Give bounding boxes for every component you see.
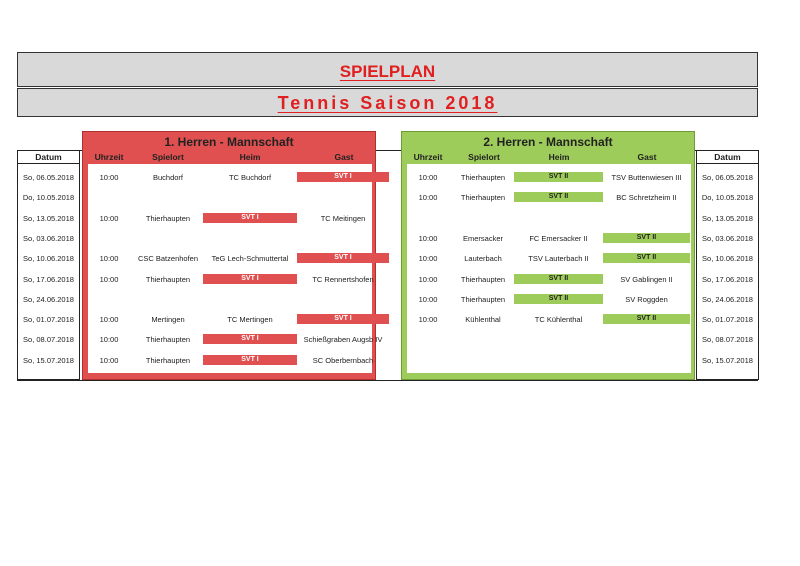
team2-time-cell: 10:00 (418, 274, 438, 284)
team1-gast-cell: TC Meitingen (320, 213, 366, 223)
team1-place-cell: Thierhaupten (145, 213, 191, 223)
date-cell-left: So, 15.07.2018 (23, 355, 74, 365)
team2-time-cell: 10:00 (418, 254, 438, 264)
team1-heim-svt-cell: SVT I (203, 274, 297, 284)
team2-place-cell: Thierhaupten (460, 274, 506, 284)
team1-place-cell: Thierhaupten (145, 355, 191, 365)
team2-heim-cell: TSV Lauterbach II (528, 254, 589, 264)
team2-place-cell: Emersacker (462, 233, 503, 243)
team1-gast-cell: SC Oberbernbach (312, 355, 374, 365)
date-cell-left: Do, 10.05.2018 (22, 193, 75, 203)
team1-time-cell: 10:00 (99, 274, 119, 284)
team1-header-spielort: Spielort (152, 152, 184, 162)
team2-place-cell: Kühlenthal (465, 315, 501, 325)
date-cell-right: So, 17.06.2018 (702, 274, 753, 284)
page-title (17, 52, 758, 87)
team1-time-cell: 10:00 (99, 355, 119, 365)
date-cell-right: So, 06.05.2018 (702, 173, 753, 182)
team2-gast-cell: BC Schretzheim II (616, 193, 677, 203)
team1-heim-cell: TC Buchdorf (228, 173, 272, 182)
team2-time-cell: 10:00 (418, 315, 438, 325)
team2-header-heim: Heim (548, 152, 570, 162)
date-cell-right: So, 08.07.2018 (702, 335, 753, 345)
team2-time-cell: 10:00 (418, 173, 438, 182)
team2-heim-cell: FC Emersacker II (529, 233, 588, 243)
team1-header-gast: Gast (334, 152, 354, 162)
team1-gast-svt-cell: SVT I (297, 314, 389, 324)
team1-heim-svt-cell: SVT I (203, 334, 297, 344)
team2-gast-svt-cell: SVT II (603, 233, 690, 243)
team2-gast-cell: TSV Buttenwiesen III (611, 173, 682, 182)
table-bottom-rule (17, 380, 758, 381)
date-cell-right: Do, 10.05.2018 (701, 193, 754, 203)
team2-place-cell: Thierhaupten (460, 173, 506, 182)
team2-time-cell: 10:00 (418, 233, 438, 243)
date-cell-left: So, 03.06.2018 (23, 233, 74, 243)
team2-heim-svt-cell: SVT II (514, 172, 603, 182)
date-cell-left: So, 06.05.2018 (23, 173, 74, 182)
team1-gast-svt-cell: SVT I (297, 172, 389, 182)
team2-heim-svt-cell: SVT II (514, 294, 603, 304)
team1-heim-svt-cell: SVT I (203, 213, 297, 223)
team1-heim-cell: TeG Lech-Schmuttertal (211, 254, 289, 264)
team2-header-gast: Gast (637, 152, 657, 162)
team1-header-heim: Heim (239, 152, 261, 162)
date-cell-left: So, 24.06.2018 (23, 294, 74, 304)
date-cell-right: So, 13.05.2018 (702, 213, 753, 223)
team1-gast-cell: Schießgraben Augsb IV (303, 335, 383, 345)
team2-place-cell: Lauterbach (464, 254, 502, 264)
team1-gast-svt-cell: SVT I (297, 253, 389, 263)
team2-title: 2. Herren - Mannschaft (483, 135, 613, 149)
team2-gast-svt-cell: SVT II (603, 314, 690, 324)
page-subtitle (17, 88, 758, 117)
team1-title: 1. Herren - Mannschaft (164, 135, 294, 149)
date-cell-right: So, 15.07.2018 (702, 355, 753, 365)
page-title-text: SPIELPLAN (339, 62, 436, 81)
team2-heim-svt-cell: SVT II (514, 192, 603, 202)
team1-place-cell: Mertingen (151, 315, 185, 325)
team2-gast-cell: SV Gablingen II (620, 274, 673, 284)
team1-place-cell: Thierhaupten (145, 274, 191, 284)
team1-time-cell: 10:00 (99, 213, 119, 223)
team2-header-uhrzeit: Uhrzeit (413, 152, 443, 162)
team1-time-cell: 10:00 (99, 335, 119, 345)
date-column-left (17, 150, 80, 380)
team2-header-spielort: Spielort (468, 152, 500, 162)
team1-time-cell: 10:00 (99, 254, 119, 264)
date-header-right: Datum (697, 151, 758, 164)
date-cell-left: So, 10.06.2018 (23, 254, 74, 264)
team1-heim-svt-cell: SVT I (203, 355, 297, 365)
team2-place-cell: Thierhaupten (460, 193, 506, 203)
team1-header-uhrzeit: Uhrzeit (94, 152, 124, 162)
date-cell-right: So, 03.06.2018 (702, 233, 753, 243)
team2-time-cell: 10:00 (418, 193, 438, 203)
team1-place-cell: Buchdorf (152, 173, 184, 182)
team1-place-cell: Thierhaupten (145, 335, 191, 345)
team2-heim-cell: TC Kühlenthal (534, 315, 583, 325)
team2-place-cell: Thierhaupten (460, 294, 506, 304)
date-cell-right: So, 24.06.2018 (702, 294, 753, 304)
date-cell-left: So, 17.06.2018 (23, 274, 74, 284)
date-cell-left: So, 08.07.2018 (23, 335, 74, 345)
team2-gast-svt-cell: SVT II (603, 253, 690, 263)
team1-place-cell: CSC Batzenhofen (137, 254, 199, 264)
date-cell-left: So, 13.05.2018 (23, 213, 74, 223)
date-header-left: Datum (18, 151, 79, 164)
team2-heim-svt-cell: SVT II (514, 274, 603, 284)
team1-time-cell: 10:00 (99, 315, 119, 325)
date-column-right (696, 150, 759, 380)
date-cell-right: So, 10.06.2018 (702, 254, 753, 264)
date-cell-left: So, 01.07.2018 (23, 315, 74, 325)
page-subtitle-text: Tennis Saison 2018 (277, 93, 498, 113)
team1-time-cell: 10:00 (99, 173, 119, 182)
date-cell-right: So, 01.07.2018 (702, 315, 753, 325)
team2-gast-cell: SV Roggden (625, 294, 668, 304)
team2-time-cell: 10:00 (418, 294, 438, 304)
team1-gast-cell: TC Rennertshofen (312, 274, 374, 284)
team1-heim-cell: TC Mertingen (227, 315, 273, 325)
